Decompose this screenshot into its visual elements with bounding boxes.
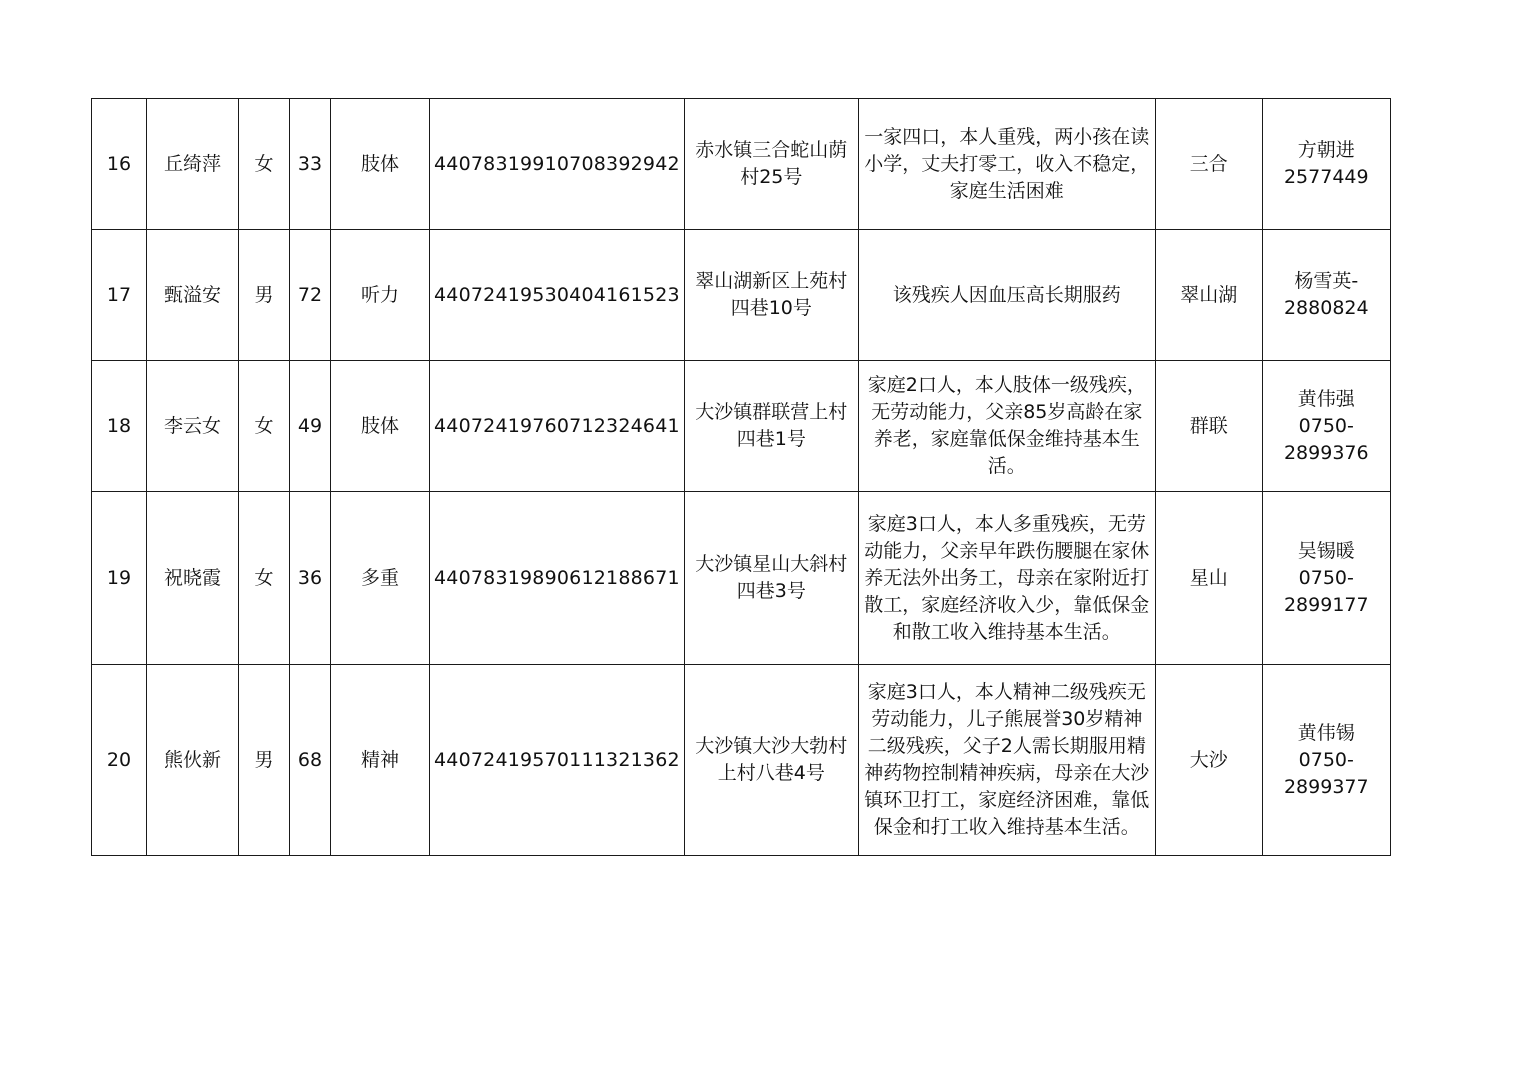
cell-number: 19 — [92, 492, 147, 665]
cell-id-number: 44072419570111321362 — [430, 665, 685, 856]
cell-number: 17 — [92, 230, 147, 361]
cell-id-number: 44078319910708392942 — [430, 99, 685, 230]
contact-line: 2899377 — [1283, 775, 1369, 798]
cell-contact — [1262, 665, 1390, 856]
contact-line: 吴锡暖 — [1297, 539, 1355, 562]
assistance-roster-table — [91, 98, 1391, 856]
cell-family-situation: 家庭3口人，本人多重残疾，无劳动能力，父亲早年跌伤腰腿在家休养无法外出务工，母亲在家附近打散工，家庭经济收入少，靠低保金和散工收入维持基本生活。 — [858, 492, 1155, 665]
cell-area: 群联 — [1155, 361, 1262, 492]
contact-line: 黄伟锡 — [1297, 721, 1355, 744]
cell-family-situation: 家庭3口人，本人精神二级残疾无劳动能力，儿子熊展誉30岁精神二级残疾，父子2人需长期服用精神药物控制精神疾病，母亲在大沙镇环卫打工，家庭经济困难，靠低保金和打工收入维持基本生活。 — [858, 665, 1155, 856]
cell-age: 33 — [290, 99, 331, 230]
cell-contact — [1262, 361, 1390, 492]
cell-gender: 女 — [239, 492, 290, 665]
cell-area: 三合 — [1155, 99, 1262, 230]
cell-address: 赤水镇三合蛇山荫村25号 — [684, 99, 858, 230]
cell-gender: 女 — [239, 99, 290, 230]
contact-line: 0750- — [1298, 566, 1354, 589]
cell-age: 49 — [290, 361, 331, 492]
cell-id-number: 44078319890612188671 — [430, 492, 685, 665]
cell-area: 翠山湖 — [1155, 230, 1262, 361]
cell-disability-type: 精神 — [331, 665, 430, 856]
cell-contact — [1262, 230, 1390, 361]
cell-family-situation: 家庭2口人，本人肢体一级残疾，无劳动能力，父亲85岁高龄在家养老，家庭靠低保金维持基本生活。 — [858, 361, 1155, 492]
cell-gender: 男 — [239, 230, 290, 361]
contact-line: 2880824 — [1283, 297, 1369, 319]
cell-number: 18 — [92, 361, 147, 492]
contact-line: 黄伟强 — [1297, 387, 1355, 410]
cell-address: 大沙镇星山大斜村四巷3号 — [684, 492, 858, 665]
cell-name: 丘绮萍 — [147, 99, 239, 230]
cell-area: 大沙 — [1155, 665, 1262, 856]
contact-line: 0750- — [1298, 414, 1354, 437]
table-row — [92, 492, 1391, 665]
table-row — [92, 665, 1391, 856]
cell-number: 16 — [92, 99, 147, 230]
contact-line: 杨雪英- — [1294, 270, 1359, 292]
cell-address: 大沙镇群联营上村四巷1号 — [684, 361, 858, 492]
cell-name: 祝晓霞 — [147, 492, 239, 665]
cell-name: 李云女 — [147, 361, 239, 492]
cell-gender: 男 — [239, 665, 290, 856]
cell-name: 熊伙新 — [147, 665, 239, 856]
cell-disability-type: 肢体 — [331, 99, 430, 230]
contact-line: 方朝进 — [1297, 139, 1355, 161]
cell-number: 20 — [92, 665, 147, 856]
cell-family-situation: 一家四口，本人重残，两小孩在读小学，丈夫打零工，收入不稳定，家庭生活困难 — [858, 99, 1155, 230]
contact-line: 2899177 — [1283, 593, 1369, 616]
cell-name: 甄溢安 — [147, 230, 239, 361]
cell-age: 36 — [290, 492, 331, 665]
table-row — [92, 230, 1391, 361]
cell-contact — [1262, 492, 1390, 665]
cell-family-situation: 该残疾人因血压高长期服药 — [858, 230, 1155, 361]
contact-line: 0750- — [1298, 748, 1354, 771]
cell-age: 72 — [290, 230, 331, 361]
cell-disability-type: 听力 — [331, 230, 430, 361]
cell-address: 翠山湖新区上苑村四巷10号 — [684, 230, 858, 361]
cell-contact — [1262, 99, 1390, 230]
cell-address: 大沙镇大沙大勃村上村八巷4号 — [684, 665, 858, 856]
table-body — [92, 99, 1391, 856]
cell-disability-type: 多重 — [331, 492, 430, 665]
contact-line: 2577449 — [1283, 166, 1369, 188]
cell-id-number: 44072419760712324641 — [430, 361, 685, 492]
cell-disability-type: 肢体 — [331, 361, 430, 492]
table-row — [92, 99, 1391, 230]
cell-gender: 女 — [239, 361, 290, 492]
contact-line: 2899376 — [1283, 441, 1369, 464]
cell-area: 星山 — [1155, 492, 1262, 665]
table-row — [92, 361, 1391, 492]
cell-age: 68 — [290, 665, 331, 856]
cell-id-number: 44072419530404161523 — [430, 230, 685, 361]
